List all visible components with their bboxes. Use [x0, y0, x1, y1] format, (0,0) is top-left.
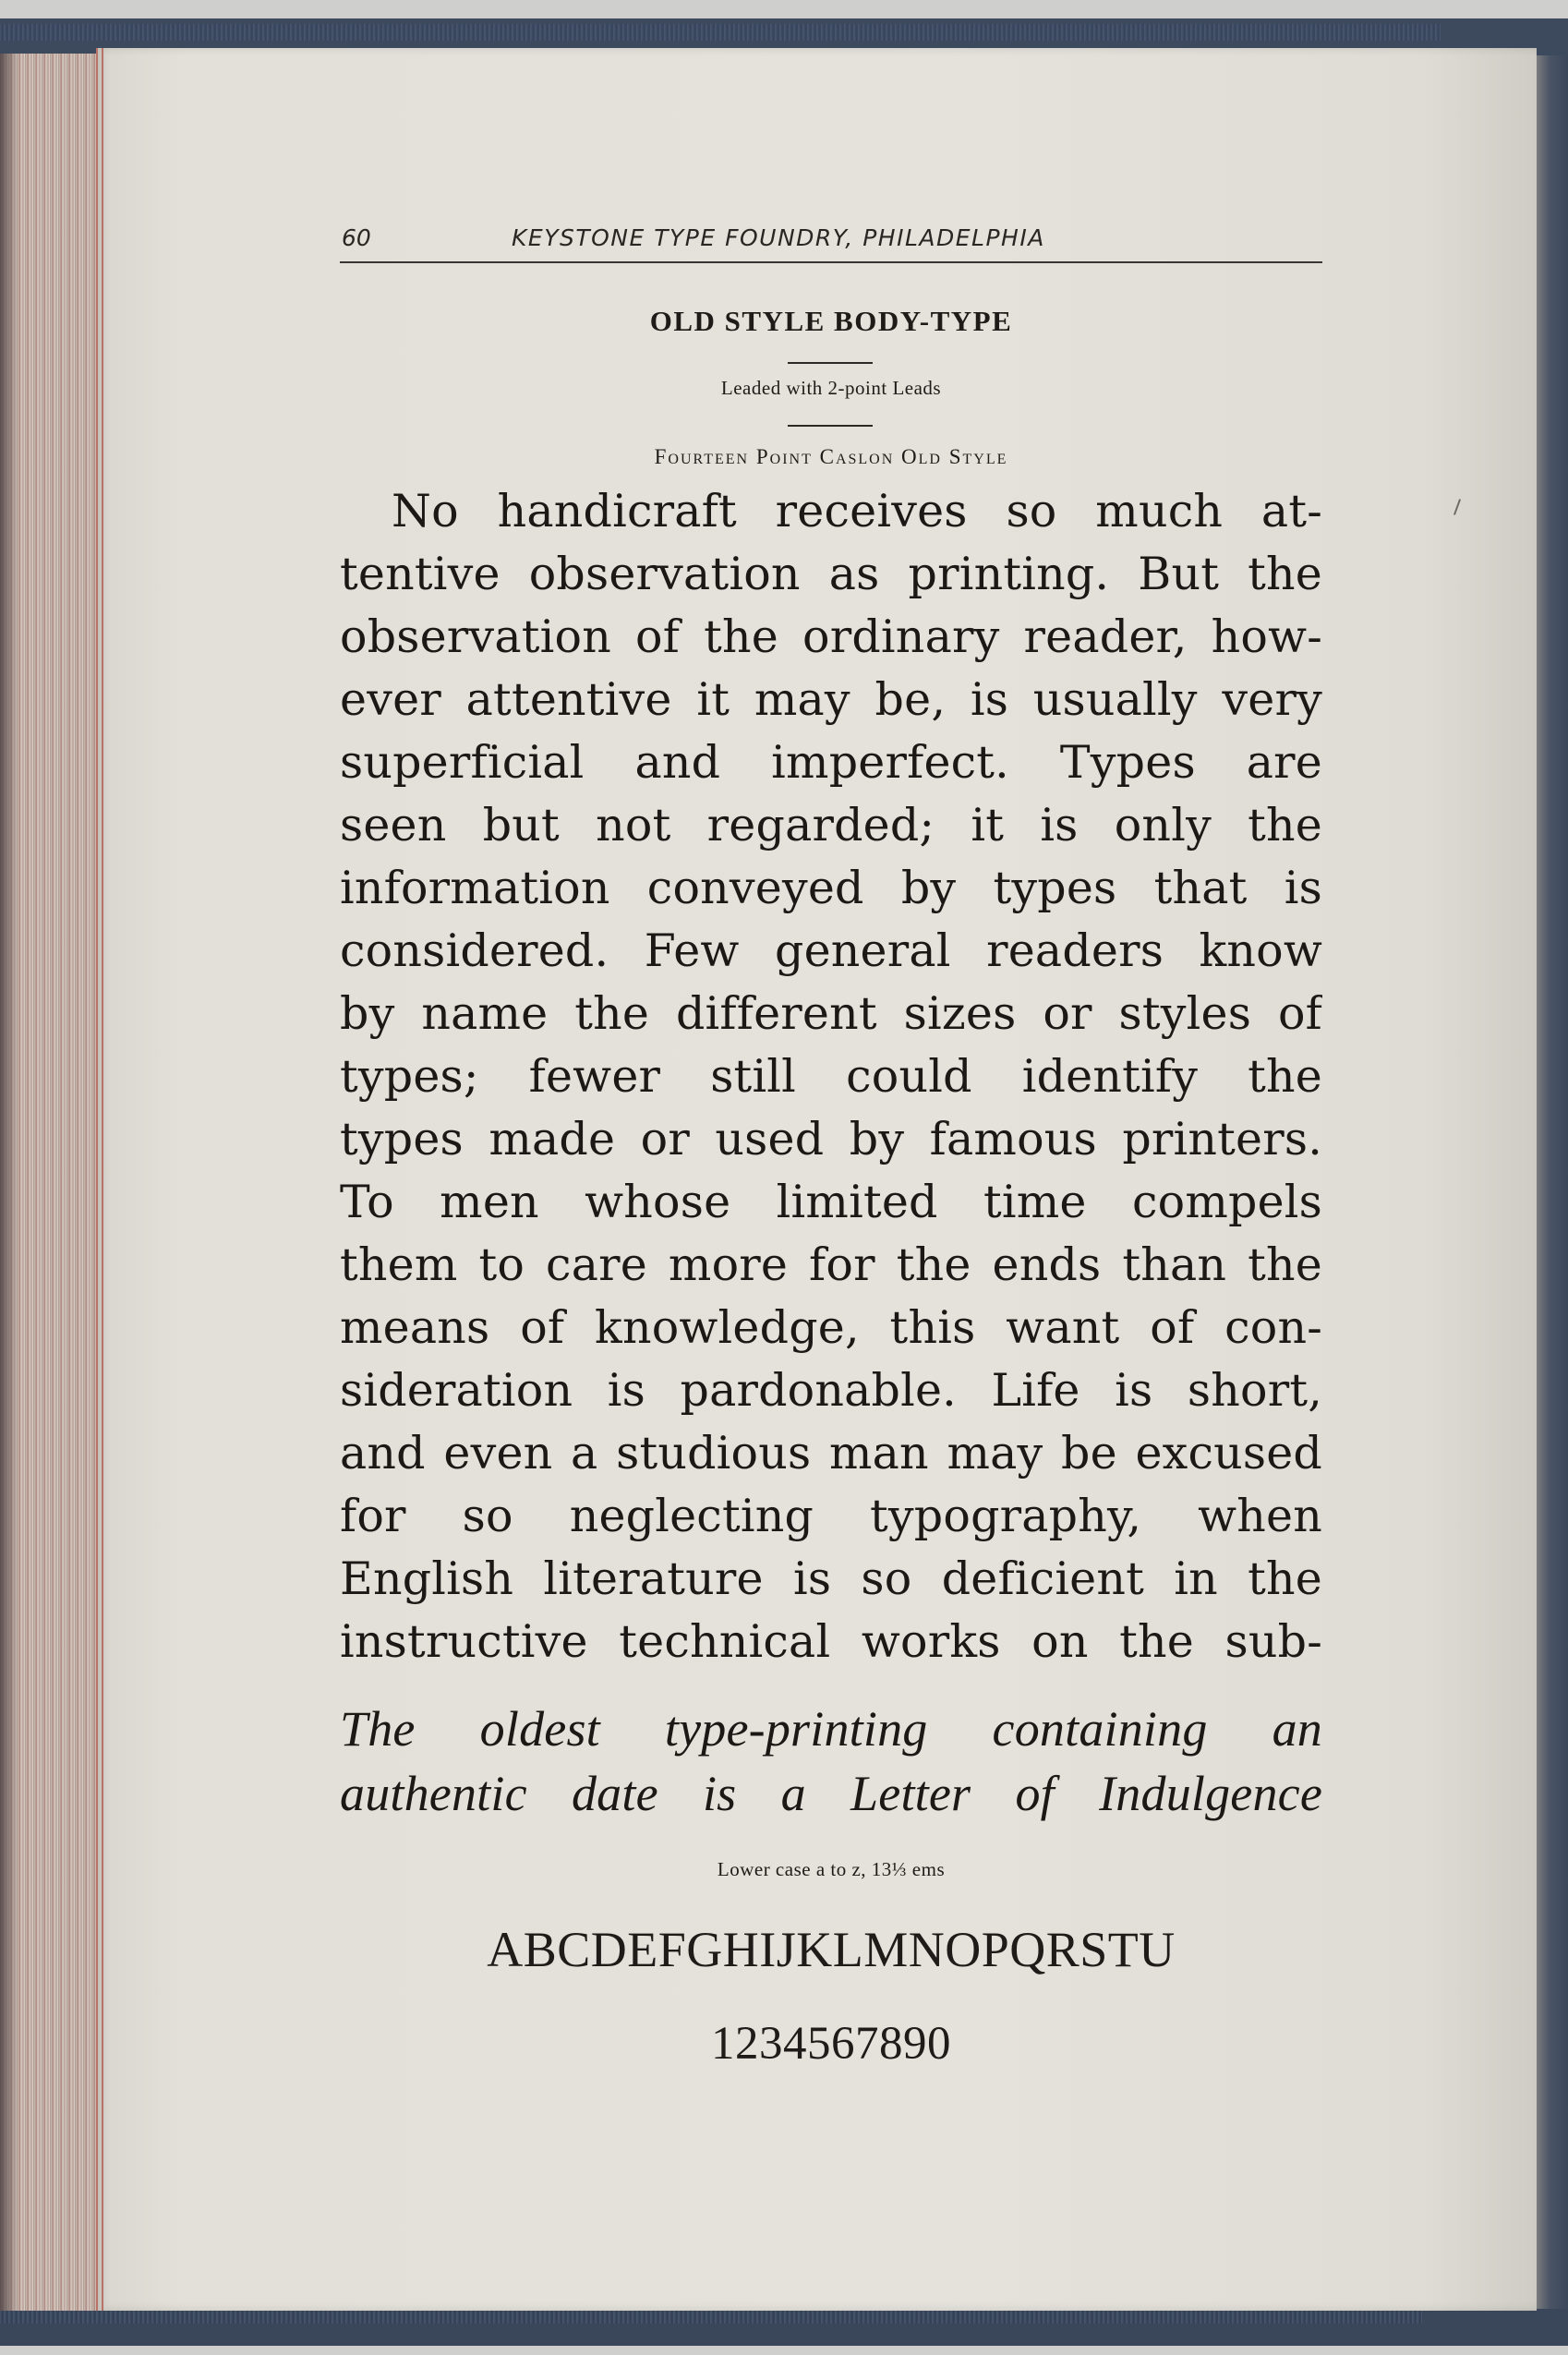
header-rule [340, 261, 1322, 263]
text-line: To men whose limited time compels [340, 1176, 1322, 1228]
title-rule [788, 362, 873, 364]
text-line: considered. Few general readers know [340, 924, 1322, 977]
text-line: observation of the ordinary reader, how- [340, 610, 1322, 663]
capital-alphabet: ABCDEFGHIJKLMNOPQRSTU [487, 1922, 1176, 1977]
page-stack-shadow [0, 54, 18, 2311]
italic-specimen [340, 1697, 1322, 1826]
text-line: seen but not regarded; it is only the [340, 799, 1322, 851]
text-line: means of knowledge, this want of con- [340, 1301, 1322, 1354]
leading-rule [788, 425, 873, 427]
running-header [340, 224, 1322, 261]
text-line: ever attentive it may be, is usually very [340, 673, 1322, 726]
lowercase-note: Lower case a to z, 13⅓ ems [717, 1858, 946, 1880]
section-title: OLD STYLE BODY-TYPE [649, 305, 1013, 337]
page-edge-rule [102, 48, 103, 2311]
text-line: types made or used by famous printers. [340, 1113, 1322, 1165]
text-line: types; fewer still could identify the [340, 1050, 1322, 1103]
text-line: No handicraft receives so much at- [392, 485, 1322, 537]
specimen-body-text [340, 480, 1322, 1673]
running-title: KEYSTONE TYPE FOUNDRY, PHILADELPHIA [512, 224, 1045, 251]
page-edge-rule [96, 48, 98, 2311]
page-number: 60 [342, 224, 371, 251]
italic-line: The oldest type-printing containing an [340, 1701, 1322, 1757]
text-line: for so neglecting typography, when [340, 1490, 1322, 1542]
text-line: by name the different sizes or styles of [340, 987, 1322, 1040]
italic-line: authentic date is a Letter of Indulgence [340, 1766, 1322, 1821]
text-line: English literature is so deficient in the [340, 1552, 1322, 1605]
leading-note: Leaded with 2-point Leads [720, 377, 942, 399]
text-line: them to care more for the ends than the [340, 1238, 1322, 1291]
text-line: information conveyed by types that is [340, 862, 1322, 914]
cover-top-edge [0, 24, 1441, 41]
text-line: tentive observation as printing. But the [340, 548, 1322, 600]
text-line: and even a studious man may be excused [340, 1427, 1322, 1479]
numerals: 1234567890 [711, 2018, 951, 2070]
text-line: superficial and imperfect. Types are [340, 736, 1322, 789]
text-line: sideration is pardonable. Life is short, [340, 1364, 1322, 1417]
text-line: instructive technical works on the sub- [340, 1615, 1322, 1668]
typeface-name: Fourteen Point Caslon Old Style [654, 445, 1008, 468]
